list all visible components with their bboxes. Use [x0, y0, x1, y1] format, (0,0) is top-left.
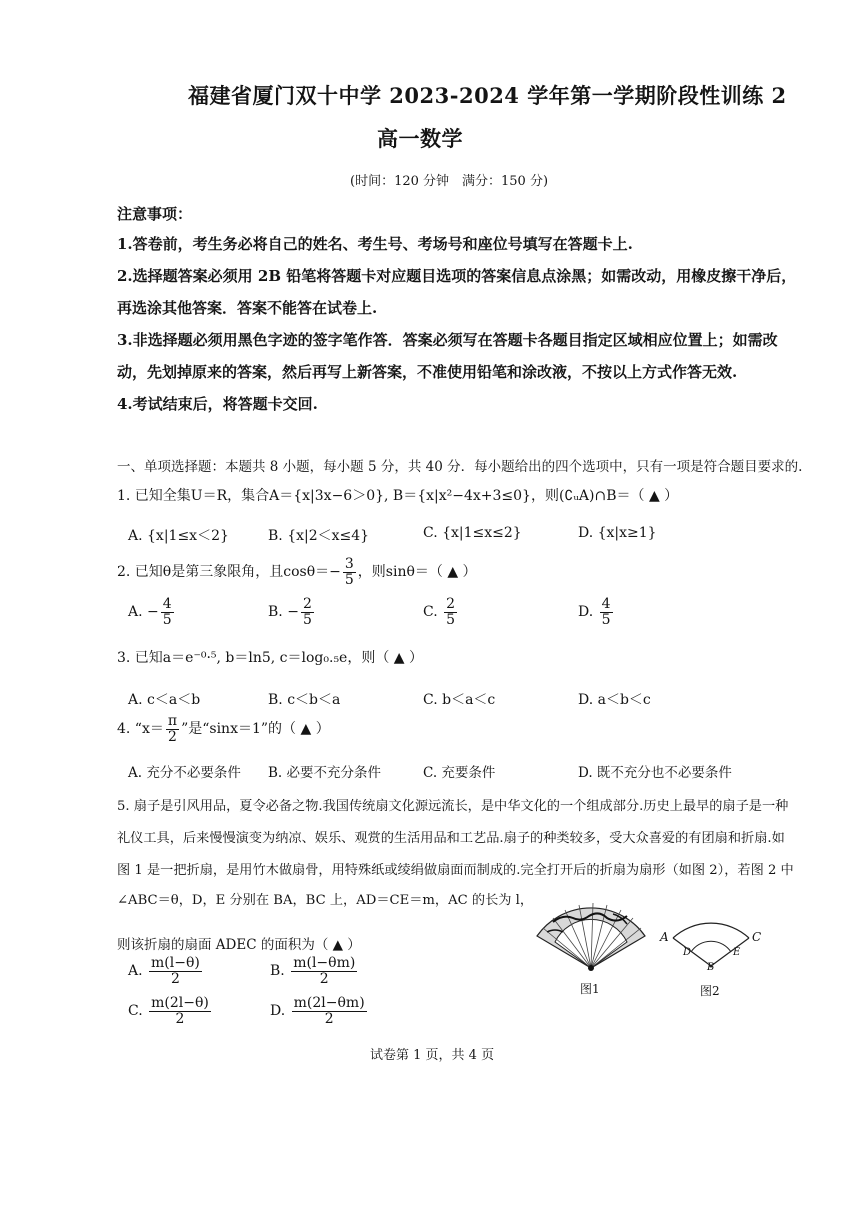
q5-c-label: C. — [128, 1003, 143, 1020]
fig2-point-b: B — [707, 962, 715, 973]
q2-option-a — [128, 597, 176, 627]
q5-line-2: 礼仪工具，后来慢慢演变为纳凉、娱乐、观赏的生活用品和工艺品.扇子的种类较多，受大众喜爱的有团扇和折扇.如 — [117, 831, 785, 846]
q4-frac-den: 2 — [168, 728, 177, 745]
q2-option-c — [423, 597, 459, 627]
q5-d-fraction — [292, 996, 367, 1026]
q5-c-den: 2 — [175, 1010, 185, 1027]
q1-option-c: C. {x|1≤x≤2} — [423, 525, 522, 541]
q2-d-den: 5 — [601, 611, 611, 628]
fig2-point-d: D — [683, 947, 692, 958]
q2-stem-post: ，则sinθ＝（ ▲ ） — [357, 564, 477, 581]
q5-d-num: m(2l−θm) — [293, 995, 365, 1011]
q1-option-a: A. {x|1≤x＜2} — [128, 528, 229, 544]
q2-d-label: D. — [578, 604, 594, 621]
figure-2-caption: 图2 — [700, 984, 720, 998]
q1-stem: 1. 已知全集U＝R，集合A＝{x|3x−6＞0}, B＝{x|x²−4x+3≤0}，则(∁ᵤA)∩B＝（ ▲ ） — [117, 488, 679, 504]
q4-frac-num: π — [167, 713, 178, 729]
q1-option-d: D. {x|x≥1} — [578, 525, 657, 541]
note-3b: 动，先划掉原来的答案，然后再写上新答案，不准使用铅笔和涂改液，不按以上方式作答无效. — [117, 363, 738, 381]
q5-c-num: m(2l−θ) — [151, 995, 209, 1011]
q5-a-den: 2 — [170, 970, 180, 987]
q2-b-den: 5 — [302, 611, 312, 628]
q4-stem-post: ”是“sinx＝1”的（ ▲ ） — [181, 721, 330, 738]
q5-c-fraction — [149, 996, 211, 1026]
fig2-point-e: E — [733, 947, 741, 958]
note-2a: 2.选择题答案必须用 2B 铅笔将答题卡对应题目选项的答案信息点涂黑；如需改动，用橡皮擦干净后， — [117, 267, 797, 285]
q2-a-den: 5 — [162, 611, 172, 628]
q3-option-b: B. c＜b＜a — [268, 692, 341, 708]
subject-title: 高一数学 — [377, 126, 463, 151]
q5-b-den: 2 — [319, 970, 329, 987]
q5-line-5: 则该折扇的扇面 ADEC 的面积为（ ▲ ） — [117, 937, 361, 953]
q2-option-d — [578, 597, 615, 627]
q5-d-den: 2 — [324, 1010, 334, 1027]
q5-line-3: 图 1 是一把折扇，是用竹木做扇骨，用特殊纸或绫绢做扇面而制成的.完全打开后的折扇为扇形（如图 2），若图 2 中 — [117, 863, 794, 878]
q2-a-sign: − — [147, 604, 159, 621]
note-4: 4.考试结束后，将答题卡交回. — [117, 395, 318, 413]
q2-frac-den: 5 — [344, 571, 354, 588]
q5-a-fraction — [149, 956, 202, 986]
q5-b-num: m(l−θm) — [293, 955, 356, 971]
q2-d-fraction — [600, 597, 613, 627]
q2-a-fraction — [161, 597, 174, 627]
fig2-point-a: A — [660, 930, 669, 944]
q5-a-label: A. — [128, 963, 143, 980]
q1-option-b: B. {x|2＜x≤4} — [268, 528, 370, 544]
q5-option-c — [128, 996, 213, 1026]
q2-option-b — [268, 597, 316, 627]
fig2-point-c: C — [752, 930, 762, 944]
q4-stem-pre: 4. “x＝ — [117, 721, 164, 738]
section-1-heading: 一、单项选择题：本题共 8 小题，每小题 5 分，共 40 分．每小题给出的四个选项中，只有一项是符合题目要求的. — [117, 459, 803, 475]
q4-option-b: B. 必要不充分条件 — [268, 765, 382, 781]
figure-1-caption: 图1 — [580, 982, 600, 996]
q3-stem: 3. 已知a＝e⁻⁰·⁵, b＝ln5, c＝log₀.₅e，则（ ▲ ） — [117, 650, 424, 666]
note-1: 1.答卷前，考生务必将自己的姓名、考生号、考场号和座位号填写在答题卡上. — [117, 235, 633, 253]
q3-option-a: A. c＜a＜b — [128, 692, 201, 708]
q5-line-1: 5. 扇子是引风用品，夏令必备之物.我国传统扇文化源远流长，是中华文化的一个组成部分.历史上最早的扇子是一种 — [117, 799, 789, 814]
q2-fraction — [343, 557, 356, 587]
q5-a-num: m(l−θ) — [151, 955, 200, 971]
q5-option-b — [270, 956, 359, 986]
q2-b-label: B. — [268, 604, 283, 621]
q2-b-num: 2 — [302, 596, 312, 612]
q2-c-num: 2 — [446, 596, 456, 612]
q5-option-d — [270, 996, 369, 1026]
q3-option-d: D. a＜b＜c — [578, 692, 651, 708]
q2-b-sign: − — [287, 604, 299, 621]
q5-option-a — [128, 956, 204, 986]
q4-option-a: A. 充分不必要条件 — [128, 765, 241, 781]
q5-d-label: D. — [270, 1003, 286, 1020]
time-info: (时间：120 分钟 满分：150 分) — [350, 174, 549, 189]
q2-a-num: 4 — [162, 596, 172, 612]
q2-d-num: 4 — [601, 596, 611, 612]
q4-option-d: D. 既不充分也不必要条件 — [578, 765, 732, 781]
q3-option-c: C. b＜a＜c — [423, 692, 496, 708]
q4-stem — [117, 714, 330, 744]
q4-fraction — [166, 714, 179, 744]
q5-b-label: B. — [270, 963, 285, 980]
q2-b-fraction — [301, 597, 314, 627]
q2-a-label: A. — [128, 604, 143, 621]
note-3a: 3.非选择题必须用黑色字迹的签字笔作答．答案必须写在答题卡各题目指定区域相应位置上；如需改 — [117, 331, 778, 349]
q2-c-fraction — [444, 597, 457, 627]
q2-stem — [117, 557, 477, 587]
q5-line-4: ∠ABC＝θ，D，E 分别在 BA，BC 上，AD＝CE＝m，AC 的长为 l， — [117, 893, 534, 908]
exam-title: 福建省厦门双十中学 2023-2024 学年第一学期阶段性训练 2 — [188, 83, 787, 108]
q5-b-fraction — [291, 956, 357, 986]
q2-c-den: 5 — [446, 611, 456, 628]
q4-option-c: C. 充要条件 — [423, 765, 496, 781]
q2-stem-pre: 2. 已知θ是第三象限角，且cosθ＝− — [117, 564, 341, 581]
q2-c-label: C. — [423, 604, 438, 621]
figure-1-folding-fan — [533, 900, 653, 975]
note-2b: 再选涂其他答案．答案不能答在试卷上. — [117, 299, 378, 317]
page-footer: 试卷第 1 页，共 4 页 — [370, 1048, 495, 1063]
notes-heading: 注意事项： — [117, 205, 193, 223]
q2-frac-num: 3 — [344, 556, 354, 572]
